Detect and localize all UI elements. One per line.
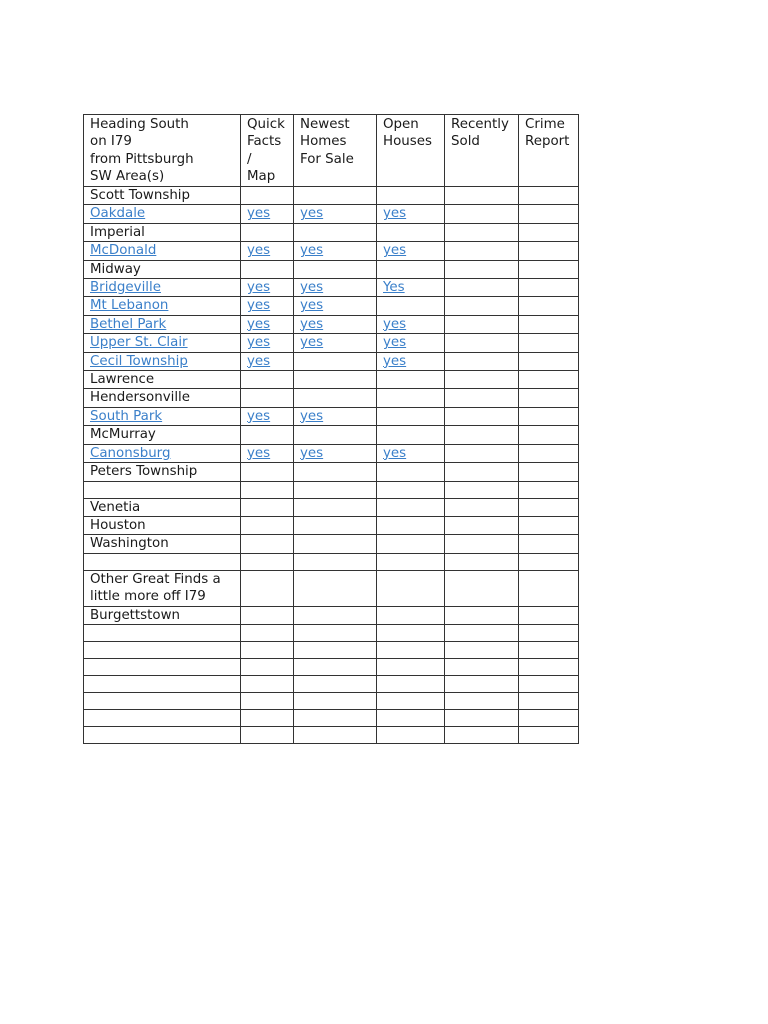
area-label: Washington [90, 536, 169, 552]
area-cell [84, 726, 241, 743]
area-cell [84, 498, 241, 516]
area-cell [84, 709, 241, 726]
open-houses-cell [377, 463, 445, 481]
open-houses-cell [377, 389, 445, 407]
open-houses-cell [377, 726, 445, 743]
area-link[interactable]: Canonsburg [90, 445, 171, 461]
open-houses-cell [377, 692, 445, 709]
header-quick-facts-map: Quick Facts / Map [241, 115, 294, 187]
area-cell [84, 407, 241, 425]
newest-homes-cell [294, 315, 377, 333]
quick-facts-map-cell [241, 481, 294, 498]
quick-facts-map-cell [241, 242, 294, 260]
quick-facts-map-cell [241, 606, 294, 624]
recently-sold-cell [445, 223, 519, 241]
quick-facts-map-link[interactable]: yes [247, 335, 271, 351]
table-row [84, 371, 579, 389]
header-open-houses: Open Houses [377, 115, 445, 187]
open-houses-cell [377, 444, 445, 462]
quick-facts-map-link[interactable]: yes [247, 316, 271, 332]
area-link[interactable]: Cecil Township [90, 353, 188, 369]
newest-homes-cell [294, 426, 377, 444]
newest-homes-link[interactable]: yes [300, 280, 324, 296]
crime-report-cell [519, 260, 579, 278]
table-row [84, 516, 579, 534]
newest-homes-cell [294, 389, 377, 407]
area-cell [84, 223, 241, 241]
recently-sold-cell [445, 463, 519, 481]
quick-facts-map-cell [241, 334, 294, 352]
newest-homes-cell [294, 553, 377, 570]
crime-report-cell [519, 205, 579, 223]
open-houses-cell [377, 315, 445, 333]
quick-facts-map-link[interactable]: yes [247, 298, 271, 314]
table-row [84, 570, 579, 606]
newest-homes-cell [294, 624, 377, 641]
quick-facts-map-cell [241, 463, 294, 481]
crime-report-cell [519, 407, 579, 425]
table-row [84, 242, 579, 260]
area-label: Midway [90, 261, 141, 277]
table-row [84, 553, 579, 570]
open-houses-cell [377, 426, 445, 444]
crime-report-cell [519, 242, 579, 260]
crime-report-cell [519, 187, 579, 205]
newest-homes-cell [294, 205, 377, 223]
newest-homes-cell [294, 516, 377, 534]
area-link[interactable]: Bridgeville [90, 280, 161, 296]
open-houses-cell [377, 516, 445, 534]
area-cell [84, 535, 241, 553]
newest-homes-cell [294, 570, 377, 606]
area-cell [84, 675, 241, 692]
newest-homes-link[interactable]: yes [300, 243, 324, 259]
area-cell [84, 658, 241, 675]
quick-facts-map-link[interactable]: yes [247, 280, 271, 296]
quick-facts-map-cell [241, 279, 294, 297]
quick-facts-map-cell [241, 407, 294, 425]
area-cell [84, 371, 241, 389]
quick-facts-map-cell [241, 297, 294, 315]
open-houses-cell [377, 553, 445, 570]
area-cell [84, 606, 241, 624]
newest-homes-cell [294, 444, 377, 462]
recently-sold-cell [445, 570, 519, 606]
newest-homes-cell [294, 279, 377, 297]
newest-homes-cell [294, 675, 377, 692]
open-houses-cell [377, 658, 445, 675]
quick-facts-map-cell [241, 535, 294, 553]
quick-facts-map-cell [241, 315, 294, 333]
area-cell [84, 516, 241, 534]
recently-sold-cell [445, 444, 519, 462]
recently-sold-cell [445, 371, 519, 389]
quick-facts-map-cell [241, 205, 294, 223]
header-recently-sold: Recently Sold [445, 115, 519, 187]
area-label: Burgettstown [90, 607, 181, 623]
header-area: Heading South on I79 from Pittsburgh SW Area(s) [84, 115, 241, 187]
crime-report-cell [519, 352, 579, 370]
table-row [84, 426, 579, 444]
area-cell [84, 315, 241, 333]
table-row [84, 260, 579, 278]
newest-homes-cell [294, 352, 377, 370]
newest-homes-cell [294, 658, 377, 675]
recently-sold-cell [445, 692, 519, 709]
area-cell [84, 692, 241, 709]
newest-homes-cell [294, 187, 377, 205]
table-row [84, 463, 579, 481]
newest-homes-cell [294, 407, 377, 425]
recently-sold-cell [445, 352, 519, 370]
quick-facts-map-link[interactable]: yes [247, 206, 271, 222]
crime-report-cell [519, 624, 579, 641]
table-row [84, 498, 579, 516]
table-row [84, 606, 579, 624]
open-houses-link[interactable]: Yes [383, 280, 405, 296]
newest-homes-cell [294, 535, 377, 553]
quick-facts-map-cell [241, 389, 294, 407]
area-cell [84, 641, 241, 658]
open-houses-cell [377, 352, 445, 370]
recently-sold-cell [445, 389, 519, 407]
table-row [84, 279, 579, 297]
quick-facts-map-cell [241, 658, 294, 675]
recently-sold-cell [445, 242, 519, 260]
crime-report-cell [519, 726, 579, 743]
area-cell [84, 352, 241, 370]
crime-report-cell [519, 371, 579, 389]
crime-report-cell [519, 279, 579, 297]
quick-facts-map-cell [241, 675, 294, 692]
recently-sold-cell [445, 641, 519, 658]
quick-facts-map-cell [241, 709, 294, 726]
open-houses-cell [377, 407, 445, 425]
newest-homes-link[interactable]: yes [300, 206, 324, 222]
header-newest-homes: Newest Homes For Sale [294, 115, 377, 187]
table-row [84, 187, 579, 205]
area-cell [84, 187, 241, 205]
recently-sold-cell [445, 553, 519, 570]
quick-facts-map-cell [241, 260, 294, 278]
areas-table [83, 114, 579, 744]
table-row [84, 223, 579, 241]
open-houses-link[interactable]: yes [383, 335, 407, 351]
area-link[interactable]: Mt Lebanon [90, 298, 169, 314]
newest-homes-link[interactable]: yes [300, 408, 324, 424]
table-row [84, 389, 579, 407]
area-cell [84, 389, 241, 407]
newest-homes-cell [294, 463, 377, 481]
quick-facts-map-cell [241, 570, 294, 606]
open-houses-cell [377, 205, 445, 223]
crime-report-cell [519, 709, 579, 726]
table-row [84, 315, 579, 333]
table-row [84, 692, 579, 709]
quick-facts-map-cell [241, 426, 294, 444]
quick-facts-map-link[interactable]: yes [247, 243, 271, 259]
area-link[interactable]: Upper St. Clair [90, 335, 188, 351]
open-houses-cell [377, 624, 445, 641]
recently-sold-cell [445, 709, 519, 726]
quick-facts-map-link[interactable]: yes [247, 445, 271, 461]
crime-report-cell [519, 389, 579, 407]
area-cell [84, 260, 241, 278]
table-row [84, 334, 579, 352]
area-label: Other Great Finds a little more off I79 [90, 571, 221, 605]
quick-facts-map-link[interactable]: yes [247, 353, 271, 369]
open-houses-cell [377, 481, 445, 498]
open-houses-link[interactable]: yes [383, 243, 407, 259]
area-cell [84, 553, 241, 570]
area-link[interactable]: Oakdale [90, 206, 146, 222]
quick-facts-map-link[interactable]: yes [247, 408, 271, 424]
open-houses-cell [377, 242, 445, 260]
area-label: Imperial [90, 224, 145, 240]
table-row [84, 709, 579, 726]
table-row [84, 675, 579, 692]
table-row [84, 407, 579, 425]
newest-homes-cell [294, 297, 377, 315]
open-houses-link[interactable]: yes [383, 353, 407, 369]
area-label: McMurray [90, 427, 156, 443]
crime-report-cell [519, 463, 579, 481]
recently-sold-cell [445, 426, 519, 444]
table-row [84, 624, 579, 641]
quick-facts-map-cell [241, 692, 294, 709]
area-cell [84, 426, 241, 444]
crime-report-cell [519, 535, 579, 553]
crime-report-cell [519, 444, 579, 462]
recently-sold-cell [445, 535, 519, 553]
table-row [84, 205, 579, 223]
header-row [84, 115, 579, 187]
crime-report-cell [519, 658, 579, 675]
crime-report-cell [519, 498, 579, 516]
crime-report-cell [519, 516, 579, 534]
newest-homes-cell [294, 242, 377, 260]
open-houses-cell [377, 371, 445, 389]
open-houses-cell [377, 297, 445, 315]
newest-homes-cell [294, 334, 377, 352]
recently-sold-cell [445, 297, 519, 315]
area-cell [84, 624, 241, 641]
area-cell [84, 463, 241, 481]
crime-report-cell [519, 334, 579, 352]
area-cell [84, 297, 241, 315]
area-cell [84, 334, 241, 352]
newest-homes-cell [294, 481, 377, 498]
quick-facts-map-cell [241, 553, 294, 570]
quick-facts-map-cell [241, 641, 294, 658]
open-houses-cell [377, 187, 445, 205]
crime-report-cell [519, 297, 579, 315]
open-houses-cell [377, 570, 445, 606]
recently-sold-cell [445, 624, 519, 641]
newest-homes-cell [294, 260, 377, 278]
crime-report-cell [519, 481, 579, 498]
header-crime-report: Crime Report [519, 115, 579, 187]
quick-facts-map-cell [241, 516, 294, 534]
crime-report-cell [519, 606, 579, 624]
table-row [84, 658, 579, 675]
crime-report-cell [519, 692, 579, 709]
recently-sold-cell [445, 481, 519, 498]
quick-facts-map-cell [241, 624, 294, 641]
open-houses-cell [377, 535, 445, 553]
area-label: Lawrence [90, 372, 155, 388]
table-row [84, 726, 579, 743]
newest-homes-cell [294, 709, 377, 726]
recently-sold-cell [445, 187, 519, 205]
area-cell [84, 481, 241, 498]
crime-report-cell [519, 553, 579, 570]
area-label: Venetia [90, 499, 141, 515]
open-houses-cell [377, 709, 445, 726]
crime-report-cell [519, 315, 579, 333]
crime-report-cell [519, 426, 579, 444]
table-row [84, 352, 579, 370]
area-label: Peters Township [90, 464, 198, 480]
open-houses-cell [377, 606, 445, 624]
open-houses-link[interactable]: yes [383, 316, 407, 332]
recently-sold-cell [445, 516, 519, 534]
area-label: Houston [90, 517, 146, 533]
recently-sold-cell [445, 675, 519, 692]
table-row [84, 535, 579, 553]
recently-sold-cell [445, 334, 519, 352]
quick-facts-map-cell [241, 352, 294, 370]
quick-facts-map-cell [241, 726, 294, 743]
table-row [84, 444, 579, 462]
table-body [84, 115, 579, 744]
area-link[interactable]: McDonald [90, 243, 157, 259]
recently-sold-cell [445, 606, 519, 624]
open-houses-link[interactable]: yes [383, 445, 407, 461]
quick-facts-map-cell [241, 187, 294, 205]
quick-facts-map-cell [241, 371, 294, 389]
recently-sold-cell [445, 658, 519, 675]
crime-report-cell [519, 223, 579, 241]
open-houses-cell [377, 641, 445, 658]
newest-homes-cell [294, 223, 377, 241]
open-houses-cell [377, 260, 445, 278]
open-houses-cell [377, 334, 445, 352]
newest-homes-cell [294, 606, 377, 624]
newest-homes-link[interactable]: yes [300, 298, 324, 314]
area-link[interactable]: Bethel Park [90, 316, 167, 332]
area-cell [84, 444, 241, 462]
newest-homes-cell [294, 371, 377, 389]
quick-facts-map-cell [241, 444, 294, 462]
table-row [84, 481, 579, 498]
newest-homes-cell [294, 726, 377, 743]
recently-sold-cell [445, 726, 519, 743]
recently-sold-cell [445, 315, 519, 333]
newest-homes-link[interactable]: yes [300, 335, 324, 351]
recently-sold-cell [445, 498, 519, 516]
area-label: Scott Township [90, 188, 191, 203]
table-row [84, 641, 579, 658]
newest-homes-cell [294, 498, 377, 516]
area-link[interactable]: South Park [90, 408, 163, 424]
recently-sold-cell [445, 279, 519, 297]
table-row [84, 297, 579, 315]
newest-homes-link[interactable]: yes [300, 445, 324, 461]
area-cell [84, 205, 241, 223]
area-cell [84, 279, 241, 297]
crime-report-cell [519, 641, 579, 658]
area-cell [84, 570, 241, 606]
open-houses-cell [377, 223, 445, 241]
area-cell [84, 242, 241, 260]
open-houses-cell [377, 279, 445, 297]
newest-homes-cell [294, 641, 377, 658]
newest-homes-cell [294, 692, 377, 709]
open-houses-cell [377, 498, 445, 516]
recently-sold-cell [445, 260, 519, 278]
crime-report-cell [519, 570, 579, 606]
open-houses-cell [377, 675, 445, 692]
recently-sold-cell [445, 205, 519, 223]
quick-facts-map-cell [241, 223, 294, 241]
quick-facts-map-cell [241, 498, 294, 516]
open-houses-link[interactable]: yes [383, 206, 407, 222]
recently-sold-cell [445, 407, 519, 425]
newest-homes-link[interactable]: yes [300, 316, 324, 332]
crime-report-cell [519, 675, 579, 692]
area-label: Hendersonville [90, 390, 191, 406]
